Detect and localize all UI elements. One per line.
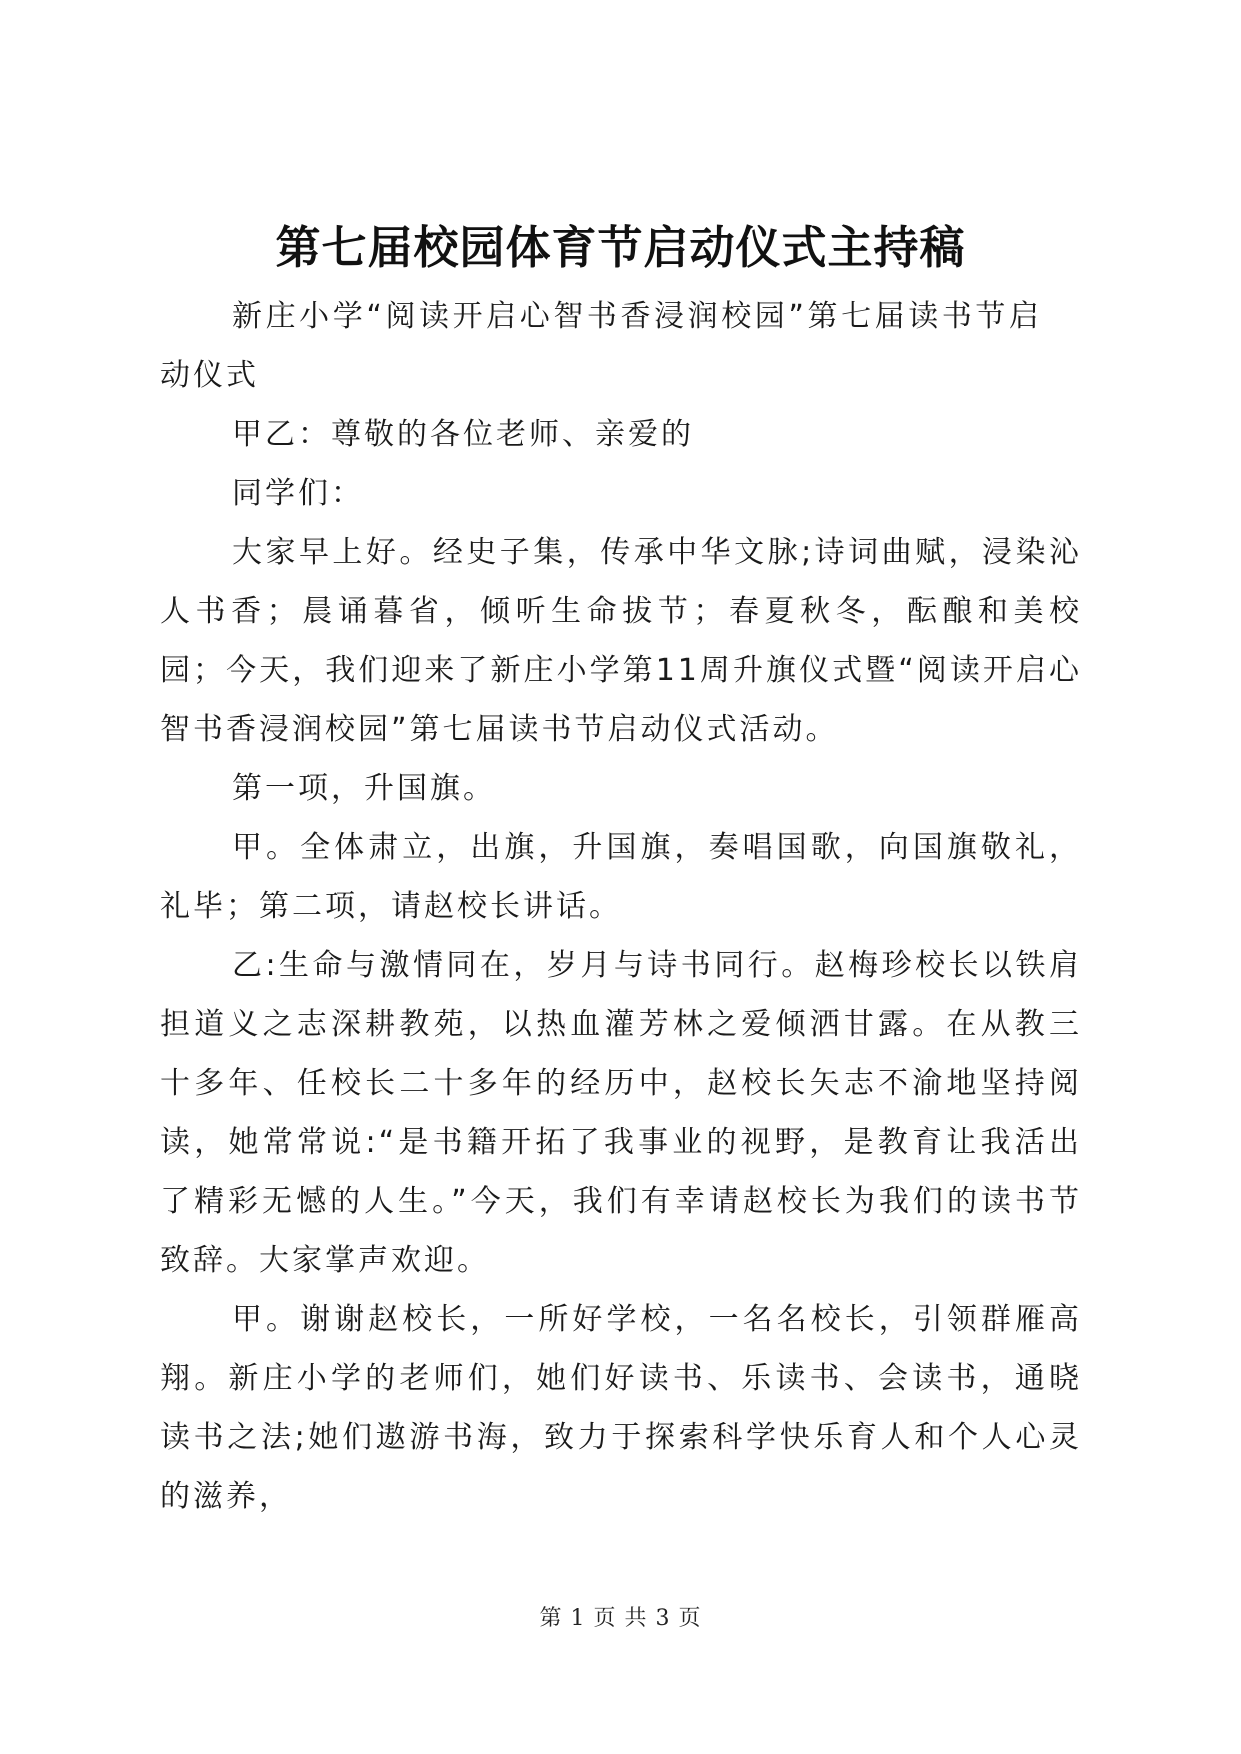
paragraph-greeting-cont: 同学们： (232, 476, 364, 511)
paragraph-event-name: 新庄小学“阅读开启心智书香浸润校园”第七届读书节启动仪式 (160, 299, 1042, 393)
paragraph-greeting: 甲乙：尊敬的各位老师、亲爱的 (232, 417, 694, 452)
page-footer: 第 1 页 共 3 页 (539, 1606, 702, 1631)
document-body (160, 287, 1082, 1526)
paragraph-teachers: 甲。谢谢赵校长，一所好学校，一名名校长，引领群雁高翔。新庄小学的老师们，她们好读书、乐读书、会读书，通晓读书之法;她们遨游书海，致力于探索科学快乐育人和个人心灵的滋养， (160, 1302, 1082, 1514)
paragraph-flag-raising: 甲。全体肃立，出旗，升国旗，奏唱国歌，向国旗敬礼，礼毕；第二项，请赵校长讲话。 (160, 830, 1082, 924)
paragraph-item-one: 第一项，升国旗。 (232, 771, 496, 806)
document-title: 第七届校园体育节启动仪式主持稿 (275, 221, 966, 274)
paragraph-opening: 大家早上好。经史子集，传承中华文脉;诗词曲赋，浸染沁人书香；晨诵暮省，倾听生命拔节；春夏秋冬，酝酿和美校园；今天，我们迎来了新庄小学第11周升旗仪式暨“阅读开启心智书香浸润校园”第七届读书节启动仪式活动。 (160, 535, 1082, 747)
paragraph-principal-intro: 乙:生命与激情同在，岁月与诗书同行。赵梅珍校长以铁肩担道义之志深耕教苑，以热血灌芳林之爱倾洒甘露。在从教三十多年、任校长二十多年的经历中，赵校长矢志不渝地坚持阅读，她常常说:“是书籍开拓了我事业的视野，是教育让我活出了精彩无憾的人生。”今天，我们有幸请赵校长为我们的读书节致辞。大家掌声欢迎。 (160, 948, 1082, 1278)
